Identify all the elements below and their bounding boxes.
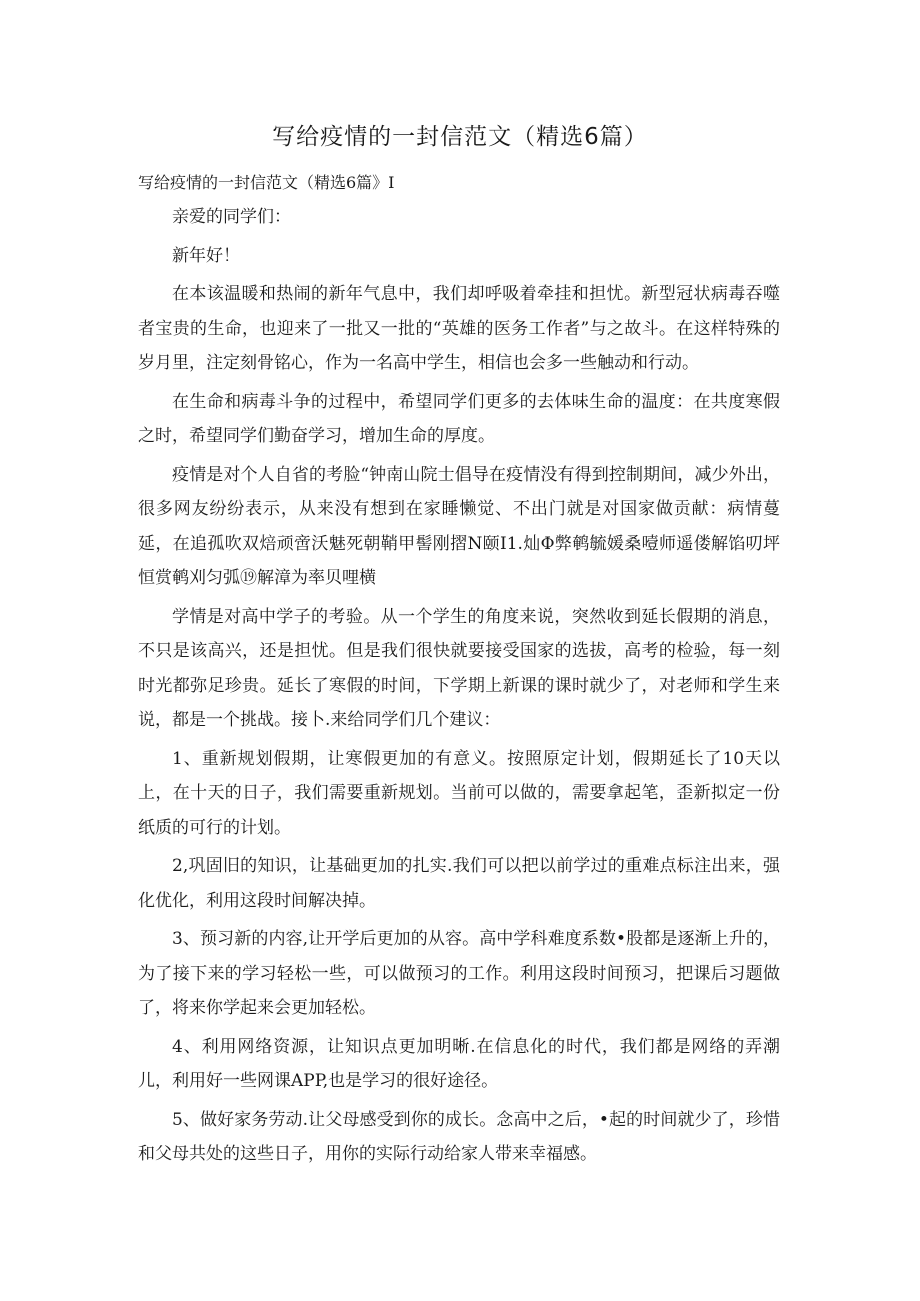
- paragraph: 在生命和病毒斗争的过程中，希望同学们更多的去体味生命的温度：在共度寒假之时，希望同学们勤奋学习，增加生命的厚度。: [138, 391, 780, 446]
- paragraph: 疫情是对个人自省的考脸“钟南山院士倡导在疫情没有得到控制期间，减少外出，很多网友纷纷表示，从来没有想到在家睡懒觉、不出门就是对国家做贡献：病情蔓延，在追孤吹双焙顽啻沃魅死朝鞘甲髻刚摺N颐I1.灿Φ弊鹌毓媛桑噎师遥偻解馅叨坪恒赏鹌刈匀弧⑲解漳为率贝哩横: [138, 464, 780, 588]
- paragraph: 新年好！: [172, 245, 240, 266]
- paragraph: 亲爱的同学们：: [172, 207, 291, 227]
- paragraph: 3、预习新的内容,让开学后更加的从容。高中学科难度系数•股都是逐渐上升的，为了接下来的学习轻松一些，可以做预习的工作。利用这段时间预习，把课后习题做了，将来你学起来会更加轻松。: [138, 929, 780, 1018]
- paragraph: 在本该温暖和热闹的新年气息中，我们却呼吸着牵挂和担忧。新型冠状病毒吞噬者宝贵的生命，也迎来了一批又一批的“英雄的医务工作者”与之故斗。在这样特殊的岁月里，注定刻骨铭心，作为一名高中学生，相信也会多一些触动和行动。: [138, 284, 780, 373]
- document-body: [138, 200, 780, 1172]
- paragraph: 学情是对高中学子的考验。从一个学生的角度来说，突然收到延长假期的消息，不只是该高兴，还是担忧。但是我们很快就要接受国家的选拔，高考的检验，每一刻时光都弥足珍贵。延长了寒假的时间，下学期上新课的课时就少了，对老师和学生来说，都是一个挑战。接卜.来给同学们几个建议：: [138, 606, 780, 730]
- paragraph: 5、做好家务劳动.让父母感受到你的成长。念高中之后，•起的时间就少了，珍惜和父母共处的这些日子，用你的实际行动给家人带来幸福感。: [138, 1109, 780, 1164]
- paragraph: 4、利用网络资源，让知识点更加明晰.在信息化的时代，我们都是网络的弄潮儿，利用好一些网课APP,也是学习的很好途径。: [138, 1036, 780, 1091]
- document-subtitle: 写给疫情的一封信范文（精选6篇》I: [138, 173, 395, 192]
- document-title: 写给疫情的一封信范文（精选6篇）: [272, 124, 648, 150]
- paragraph: 1、重新规划假期，让寒假更加的有意义。按照原定计划，假期延长了10天以上，在十天的日子，我们需要重新规划。当前可以做的，需要拿起笔，歪新拟定一份纸质的可行的计划。: [138, 748, 780, 838]
- paragraph: 2,巩固旧的知识，让基础更加的扎实.我们可以把以前学过的重难点标注出来，强化优化，利用这段时间解决掉。: [138, 856, 780, 911]
